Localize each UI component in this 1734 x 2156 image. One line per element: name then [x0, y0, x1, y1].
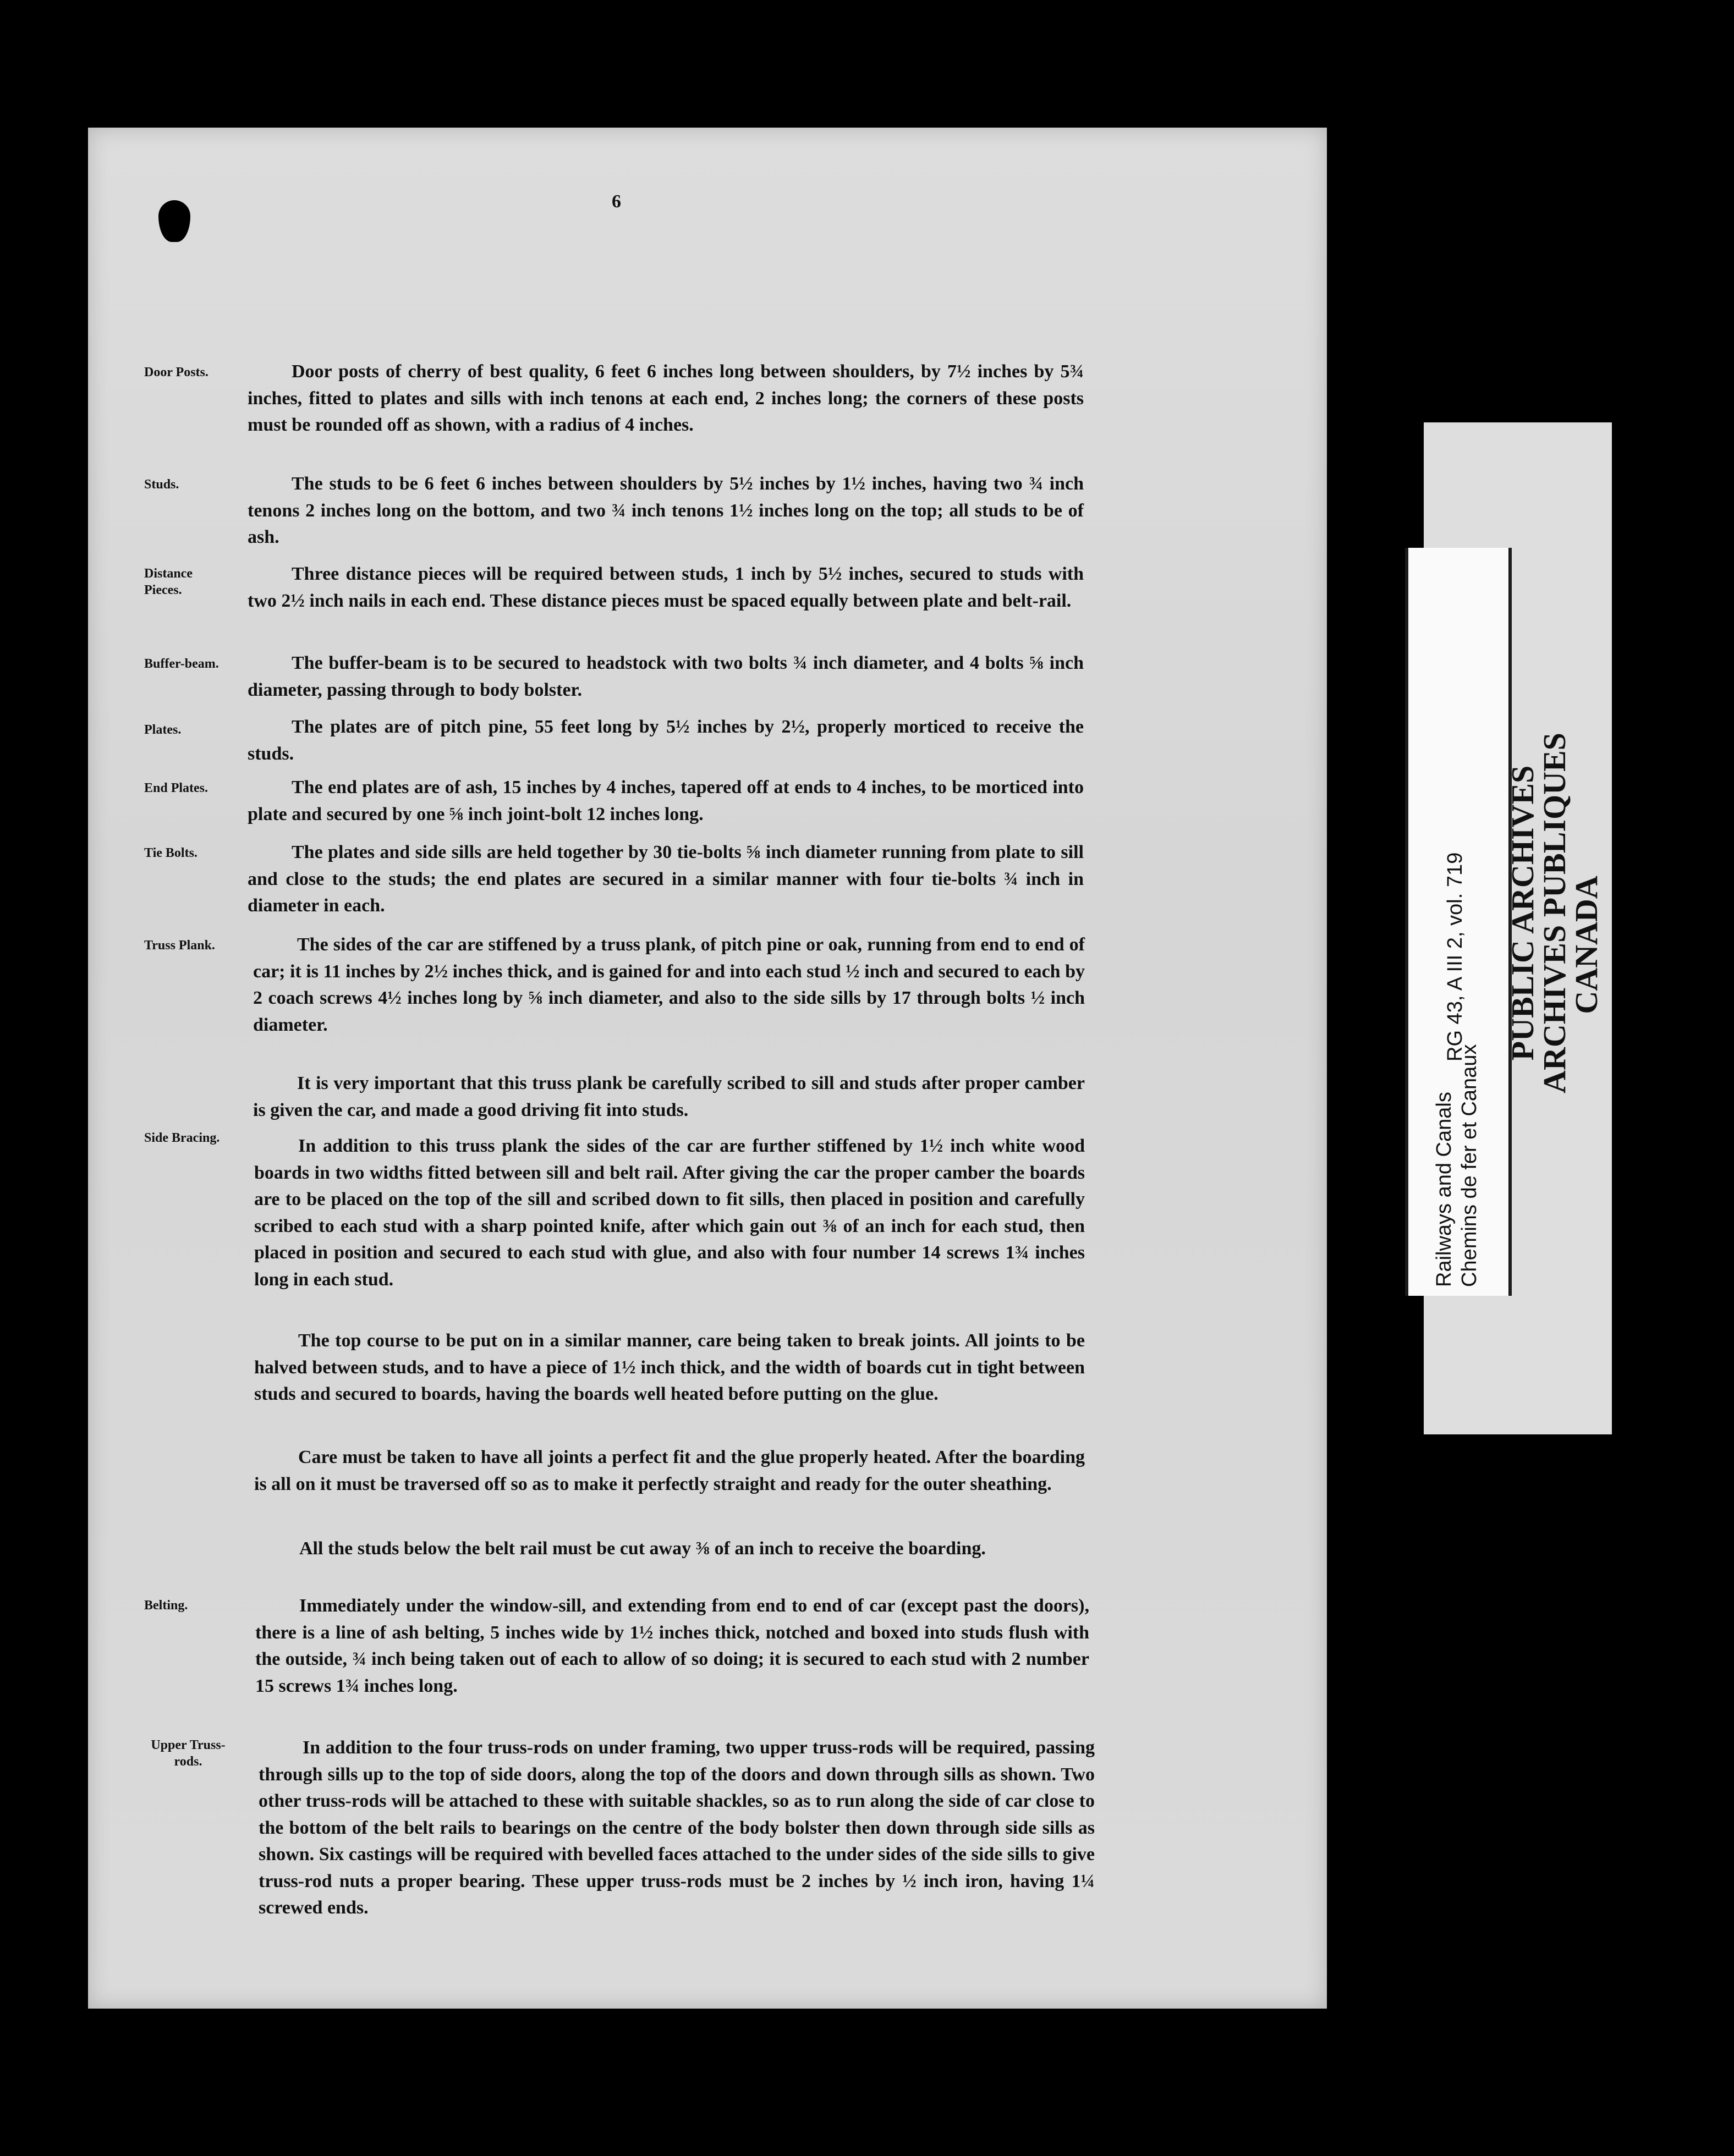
- margin-label-truss-plank: Truss Plank.: [144, 938, 215, 953]
- punch-hole: [158, 200, 190, 242]
- paragraph-side-bracing-3: Care must be taken to have all joints a perfect fit and the glue properly heated. After the boarding is all on it must be traversed off so as to make it perfectly straight and ready for the outer sheathing.: [254, 1447, 1085, 1494]
- paragraph-door-posts: Door posts of cherry of best quality, 6 feet 6 inches long between shoulders, by 7½ inches by 5¾ inches, fitted to plates and sills with inch tenons at each end, 2 inches long; the corners of these posts must be rounded off as shown, with a radius of 4 inches.: [248, 361, 1084, 435]
- margin-label-side-bracing: Side Bracing.: [144, 1131, 220, 1145]
- paragraph-plates: The plates are of pitch pine, 55 feet long by 5½ inches by 2½, properly morticed to receive the studs.: [248, 717, 1084, 764]
- paragraph-belting: Immediately under the window-sill, and extending from end to end of car (except past the doors), there is a line of ash belting, 5 inches wide by 1½ inches thick, notched and boxed into studs flush with the outside, ¾ inch being taken out of each to allow of so doing; it is secured to each stud with 2 number 15 screws 1¾ inches long.: [255, 1596, 1089, 1696]
- margin-label-end-plates: End Plates.: [144, 781, 208, 795]
- paragraph-end-plates: The end plates are of ash, 15 inches by 4 inches, tapered off at ends to 4 inches, to be morticed into plate and secured by one ⅝ inch joint-bolt 12 inches long.: [248, 777, 1084, 824]
- archive-public-archives: PUBLIC ARCHIVES: [1505, 765, 1540, 1061]
- margin-label-studs: Studs.: [144, 477, 179, 492]
- paragraph-side-bracing-1: In addition to this truss plank the sides of the car are further stiffened by 1½ inch white wood boards in two widths fitted between sill and belt rail. After giving the car the proper camber the boards are to be placed on the top of the sill and scribed down to fit sills, then placed in position and carefully scribed to each stud with a sharp pointed knife, after which gain out ⅜ of an inch for each stud, then placed in position and secured to each stud with glue, and also with four number 14 screws 1¾ inches long in each stud.: [254, 1136, 1085, 1290]
- archive-reference: RG 43, A III 2, vol. 719: [1444, 852, 1467, 1062]
- paragraph-tie-bolts: The plates and side sills are held together by 30 tie-bolts ⅝ inch diameter running from plate to sill and close to the studs; the end plates are secured in a similar manner with four tie-bolts ¾ inch in diameter in each.: [248, 842, 1084, 916]
- archive-department-en: Railways and Canals: [1433, 1092, 1456, 1287]
- paragraph-side-bracing-2: The top course to be put on in a similar manner, care being taken to break joints. All joints to be halved between studs, and to have a piece of 1½ inch thick, and the width of boards cut in tight between studs and secured to boards, having the boards well heated before putting on the glue.: [254, 1330, 1085, 1404]
- archive-department-fr: Chemins de fer et Canaux: [1458, 1044, 1481, 1287]
- paragraph-studs: The studs to be 6 feet 6 inches between shoulders by 5½ inches by 1½ inches, having two ¾ inch tenons 2 inches long on the bottom, and two ¾ inch tenons 1½ inches long on the top; all studs to be of ash.: [248, 474, 1084, 547]
- page-number: 6: [612, 191, 621, 212]
- paragraph-distance-pieces: Three distance pieces will be required between studs, 1 inch by 5½ inches, secured to studs with two 2½ inch nails in each end. These distance pieces must be spaced equally between plate and belt-rail.: [248, 564, 1084, 611]
- paragraph-truss-plank-2: It is very important that this truss plank be carefully scribed to sill and studs after proper camber is given the car, and made a good driving fit into studs.: [253, 1073, 1085, 1120]
- margin-label-door-posts: Door Posts.: [144, 365, 208, 380]
- margin-label-plates: Plates.: [144, 723, 182, 737]
- paragraph-buffer-beam: The buffer-beam is to be secured to headstock with two bolts ¾ inch diameter, and 4 bolts ⅝ inch diameter, passing through to body bolster.: [248, 653, 1084, 700]
- margin-label-buffer-beam: Buffer-beam.: [144, 657, 219, 671]
- archive-canada: CANADA: [1568, 876, 1604, 1014]
- paragraph-truss-plank-1: The sides of the car are stiffened by a truss plank, of pitch pine or oak, running from end to end of car; it is 11 inches by 2½ inches thick, and is gained for and into each stud ½ inch and secured to each by 2 coach screws 4½ inches long by ⅝ inch diameter, and also to the side sills by 17 through bolts ½ inch diameter.: [253, 934, 1085, 1035]
- margin-label-belting: Belting.: [144, 1598, 188, 1613]
- paragraph-side-bracing-4: All the studs below the belt rail must be cut away ⅜ of an inch to receive the boarding.: [299, 1538, 986, 1559]
- margin-label-distance-pieces: Distance Pieces.: [144, 566, 193, 597]
- margin-label-upper-truss-rods: Upper Truss-rods.: [151, 1738, 226, 1769]
- archive-archives-publiques: ARCHIVES PUBLIQUES: [1537, 733, 1572, 1093]
- margin-label-tie-bolts: Tie Bolts.: [144, 846, 197, 860]
- paragraph-upper-truss-rods: In addition to the four truss-rods on under framing, two upper truss-rods will be required, passing through sills up to the top of side doors, along the top of the doors and down through sills as shown. Two other truss-rods will be attached to these with suitable shackles, so as to run along the side of car close to the bottom of the belt rails to bearings on the centre of the body bolster then down through side sills as shown. Six castings will be required with bevelled faces attached to the under sides of the side sills to give truss-rod nuts a proper bearing. These upper truss-rods must be 2 inches by ½ inch iron, having 1¼ screwed ends.: [259, 1737, 1095, 1918]
